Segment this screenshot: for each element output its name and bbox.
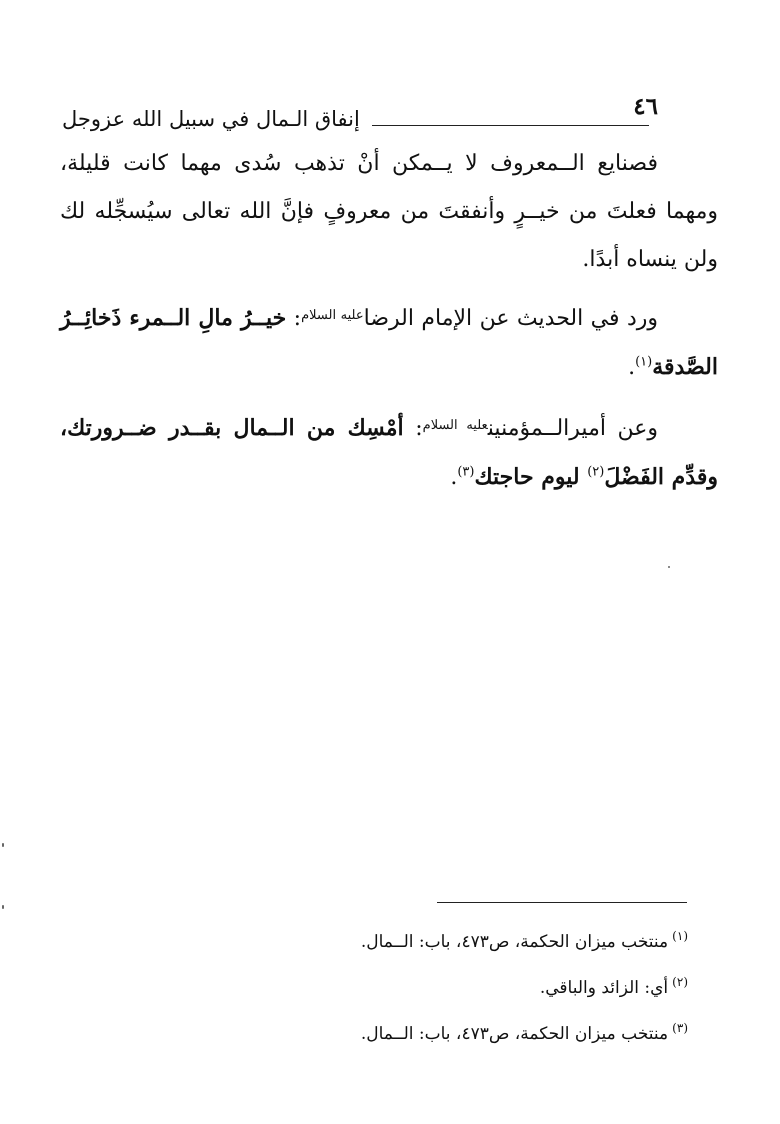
- footnote-1: [60, 916, 688, 962]
- paragraph-3-end: .: [450, 465, 458, 490]
- hadith-quote-1: خيــرُ مالِ الــمرء ذَخائِــرُ الصَّدقة: [60, 305, 718, 380]
- footnote-1-text: منتخب ميزان الحكمة، ص٤٧٣، باب: الــمال.: [360, 932, 669, 952]
- footnote-ref-1: (١): [635, 354, 653, 370]
- honorific-mark: عليه السلام: [422, 418, 488, 433]
- header-title: إنفاق الـمال في سبيل الله عزوجل: [62, 106, 360, 131]
- paragraph-1-text: فصنايع الــمعروف لا يــمكن أنْ تذهب سُدى مهما كانت قليلة، ومهما فعلتَ من خيــرٍ وأنفقتَ من معروفٍ فإنَّ الله تعالى سيُسجِّله لك ولن ينساه أبدًا.: [60, 151, 718, 272]
- header-rule: [372, 125, 649, 126]
- main-text: [60, 140, 718, 512]
- paragraph-2-end: .: [628, 355, 636, 380]
- paragraph-2-lead: ورد في الحديث عن الإمام الرضا: [363, 306, 658, 331]
- scan-speck: [2, 905, 4, 909]
- scan-speck: [2, 843, 4, 847]
- paragraph-1: [60, 140, 718, 284]
- footnote-3: [60, 1008, 688, 1054]
- scan-speck: [668, 566, 670, 568]
- footnote-2: [60, 962, 688, 1008]
- footnote-separator: [437, 902, 687, 903]
- honorific-mark: عليه السلام: [301, 308, 364, 323]
- footnote-ref-3: (٣): [457, 464, 475, 480]
- footnote-ref-2: (٢): [587, 464, 605, 480]
- footnote-3-mark: (٣): [672, 1021, 688, 1035]
- footnote-1-mark: (١): [672, 929, 688, 943]
- footnotes: [60, 916, 688, 1054]
- paragraph-2: [60, 292, 718, 392]
- paragraph-3-colon: :: [403, 416, 423, 441]
- page-number: ٤٦: [633, 93, 658, 120]
- hadith-quote-2b: ليوم حاجتك: [474, 464, 588, 490]
- paragraph-3-lead: وعن أميرالــمؤمنين: [487, 416, 659, 441]
- hadith-quote-2a: أمْسِك من الــمال بقــدر ضــرورتك، وقدِّم الفَضْلَ: [60, 415, 718, 490]
- paragraph-3: [60, 402, 718, 502]
- footnote-2-mark: (٢): [672, 975, 688, 989]
- footnote-3-text: منتخب ميزان الحكمة، ص٤٧٣، باب: الــمال.: [360, 1024, 669, 1044]
- paragraph-2-colon: :: [286, 306, 302, 331]
- running-header: [62, 92, 655, 132]
- footnote-2-text: أي: الزائد والباقي.: [539, 978, 669, 998]
